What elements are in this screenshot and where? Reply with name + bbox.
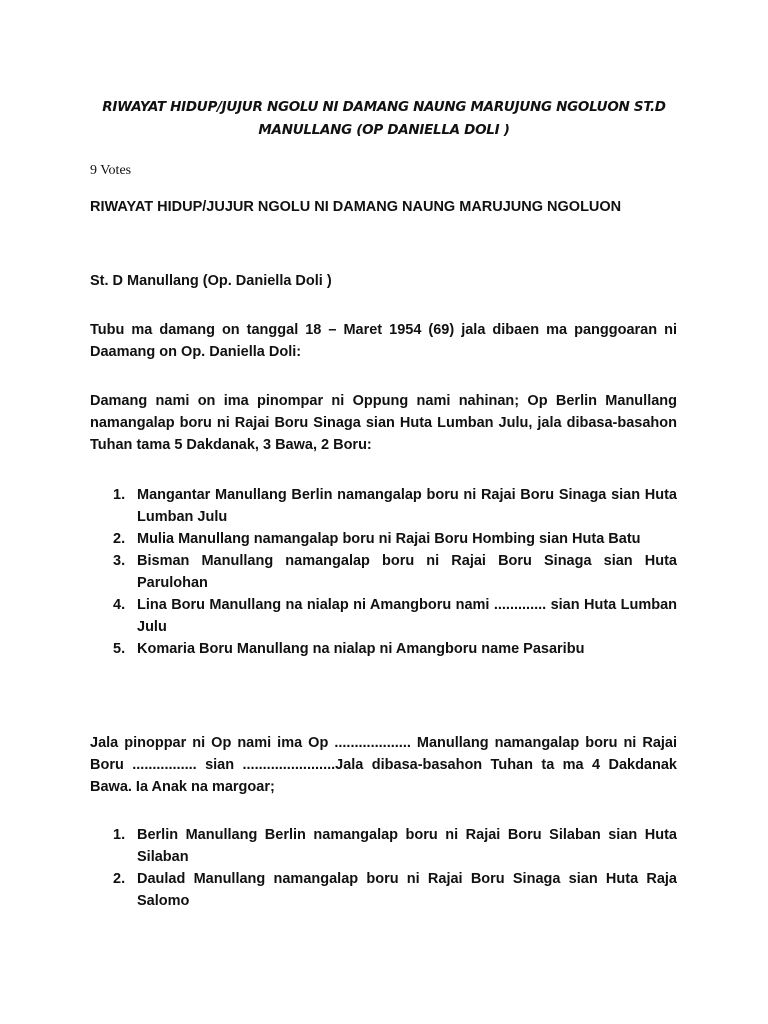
list-item — [90, 594, 677, 638]
list-item-text: Berlin Manullang Berlin namangalap boru ni Rajai Boru Silaban sian Huta Silaban — [137, 827, 677, 865]
list-item — [90, 868, 677, 912]
list-item — [90, 484, 677, 528]
document-subheading: St. D Manullang (Op. Daniella Doli ) — [90, 273, 332, 289]
paragraph-birth: Tubu ma damang on tanggal 18 – Maret 1954 (69) jala dibaen ma panggoaran ni Daamang on Op. Daniella Doli: — [90, 322, 677, 360]
list-item-text: Lina Boru Manullang na nialap ni Amangboru nami ............. sian Huta Lumban Julu — [137, 597, 677, 635]
list-number: 1. — [113, 487, 126, 503]
list-item-text: Mangantar Manullang Berlin namangalap boru ni Rajai Boru Sinaga sian Huta Lumban Julu — [137, 487, 677, 525]
list-item-text: Daulad Manullang namangalap boru ni Rajai Boru Sinaga sian Huta Raja Salomo — [137, 871, 677, 909]
list-number: 1. — [113, 827, 126, 843]
list-number: 5. — [113, 641, 126, 657]
list-number: 2. — [113, 531, 126, 547]
list-item-text: Bisman Manullang namangalap boru ni Rajai Boru Sinaga sian Huta Parulohan — [137, 553, 677, 591]
list-item — [90, 824, 677, 868]
document-heading: RIWAYAT HIDUP/JUJUR NGOLU NI DAMANG NAUNG MARUJUNG NGOLUON — [90, 199, 622, 215]
paragraph-lineage: Damang nami on ima pinompar ni Oppung nami nahinan; Op Berlin Manullang namangalap boru ni Rajai Boru Sinaga sian Huta Lumban Julu, jala dibasa-basahon Tuhan tama 5 Dakdanak, 3 Bawa, 2 Boru: — [90, 393, 677, 453]
list-item — [90, 638, 677, 660]
children-list-2 — [90, 824, 677, 912]
paragraph-descendants: Jala pinoppar ni Op nami ima Op ................... Manullang namangalap boru ni Rajai Boru ................ sian .......................Jala dibasa-basahon Tuhan ta ma 4 Dakdanak Bawa. Ia Anak na margoar; — [90, 735, 677, 795]
votes-count: 9 Votes — [90, 163, 132, 178]
list-item — [90, 550, 677, 594]
list-item — [90, 528, 677, 550]
list-item-text: Mulia Manullang namangalap boru ni Rajai Boru Hombing sian Huta Batu — [137, 531, 641, 547]
children-list-1 — [90, 484, 677, 660]
list-number: 4. — [113, 597, 126, 613]
document-title: RIWAYAT HIDUP/JUJUR NGOLU NI DAMANG NAUNG MARUJUNG NGOLUON ST.D MANULLANG (OP DANIELLA DOLI ) — [102, 99, 666, 138]
list-number: 2. — [113, 871, 126, 887]
list-item-text: Komaria Boru Manullang na nialap ni Amangboru name Pasaribu — [137, 641, 585, 657]
list-number: 3. — [113, 553, 126, 569]
